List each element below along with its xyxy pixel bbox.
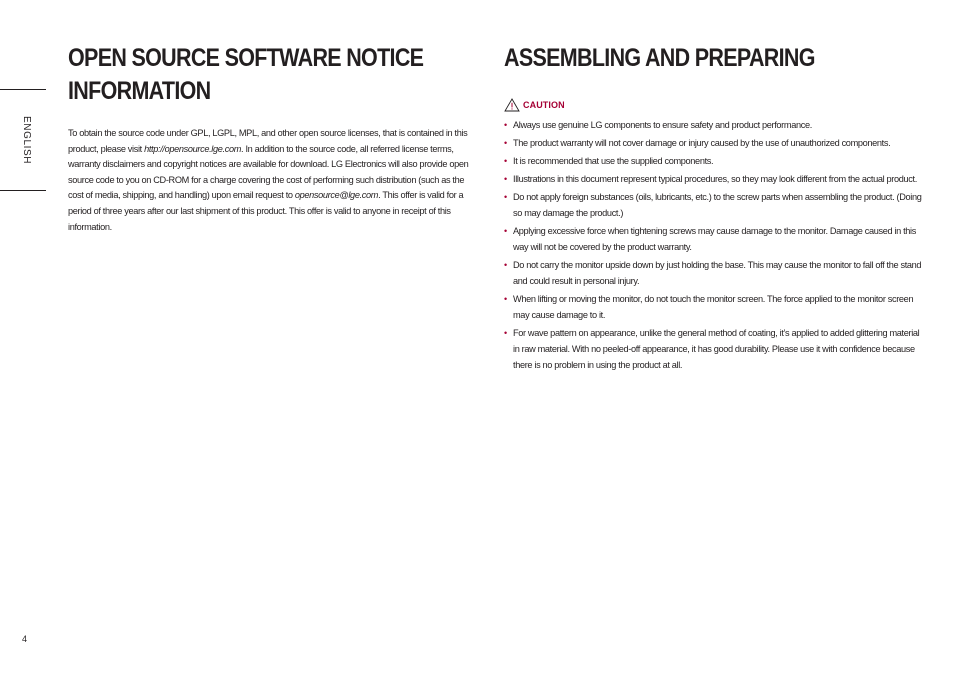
list-item [504, 117, 924, 133]
bullet-dot-icon: • [504, 120, 507, 130]
list-item [504, 291, 924, 323]
opensource-email-link: opensource@lge.com [294, 190, 379, 201]
list-item [504, 325, 924, 373]
list-item [504, 153, 924, 169]
list-item [504, 135, 924, 151]
caution-list [504, 117, 924, 373]
sidebar-rule-top [0, 89, 46, 90]
bullet-dot-icon: • [504, 294, 507, 304]
bullet-dot-icon: • [504, 328, 507, 338]
list-item [504, 171, 924, 187]
assembling-title: ASSEMBLING AND PREPARING [504, 44, 815, 72]
body-text-part1: To obtain the source code under GPL, LGPL, MPL, and other open source licenses, that is contained in this product, please visit [68, 128, 468, 154]
open-source-title [68, 42, 481, 108]
list-item [504, 257, 924, 289]
assembling-section [504, 42, 924, 375]
bullet-dot-icon: • [504, 260, 507, 270]
list-item-text: Illustrations in this document represent typical procedures, so they may look different from the actual product. [513, 174, 917, 184]
page-number: 4 [22, 634, 28, 644]
sidebar-rule-bottom [0, 190, 46, 191]
list-item-text: The product warranty will not cover damage or injury caused by the use of unauthorized components. [513, 138, 891, 148]
list-item-text: Do not apply foreign substances (oils, lubricants, etc.) to the screw parts when assembling the product. (Doing so may damage the product.) [513, 192, 922, 218]
body-text-part3: . This offer is valid for a period of three years after our last shipment of this product. This offer is valid to anyone in receipt of this information. [68, 190, 464, 232]
list-item [504, 223, 924, 255]
open-source-title-line1: OPEN SOURCE SOFTWARE NOTICE [68, 44, 424, 72]
open-source-paragraph [68, 126, 480, 235]
warning-triangle-icon [504, 98, 520, 112]
list-item-text: It is recommended that use the supplied components. [513, 156, 714, 166]
list-item-text: For wave pattern on appearance, unlike the general method of coating, it’s applied to added glittering material in raw material. With no peeled-off appearance, it has good durability. Please use it with confidence because there is no problem in using the product at all. [513, 328, 920, 370]
opensource-url-link: http://opensource.lge.com [144, 143, 242, 154]
list-item-text: When lifting or moving the monitor, do not touch the monitor screen. The force applied to the monitor screen may cause damage to it. [513, 294, 914, 320]
sidebar-language-label: ENGLISH [21, 116, 32, 165]
caution-heading [504, 97, 924, 113]
bullet-dot-icon: • [504, 192, 507, 202]
bullet-dot-icon: • [504, 226, 507, 236]
open-source-title-line2: INFORMATION [68, 77, 211, 105]
bullet-dot-icon: • [504, 138, 507, 148]
list-item [504, 189, 924, 221]
bullet-dot-icon: • [504, 156, 507, 166]
list-item-text: Applying excessive force when tightening screws may cause damage to the monitor. Damage caused in this way will not be covered by the product warranty. [513, 226, 916, 252]
list-item-text: Always use genuine LG components to ensure safety and product performance. [513, 120, 812, 130]
bullet-dot-icon: • [504, 174, 507, 184]
open-source-body [68, 126, 480, 235]
body-text-part2: . In addition to the source code, all referred license terms, warranty disclaimers and copyright notices are available for download. LG Electronics will also provide open source code to you on CD-ROM for a charge covering the cost of performing such distribution (such as the cost of media, shipping, and handling) upon email request to [68, 143, 469, 201]
caution-label: CAUTION [523, 100, 565, 110]
list-item-text: Do not carry the monitor upside down by just holding the base. This may cause the monitor to fall off the stand and could result in personal injury. [513, 260, 922, 286]
open-source-section [68, 42, 480, 235]
